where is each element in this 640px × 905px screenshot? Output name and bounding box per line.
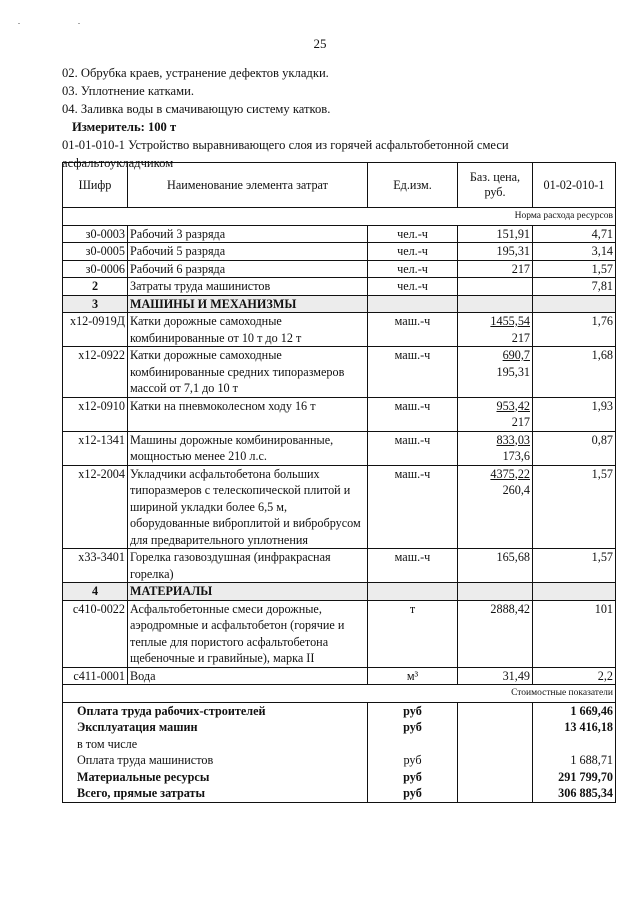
row-norm: 3,14	[533, 243, 616, 261]
total-value: 306 885,34	[533, 785, 616, 802]
subheader-cost: Стоимостные показатели	[63, 685, 616, 703]
row-unit: маш.-ч	[368, 465, 458, 549]
row-norm: 1,57	[533, 549, 616, 583]
header-price: Баз. цена, руб.	[458, 163, 533, 208]
norm-title: 01-01-010-1 Устройство выравнивающего слоя из горячей асфальтобетонной смеси асфальтоукладчиком	[62, 138, 509, 170]
intro-block	[62, 64, 602, 172]
row-unit: м³	[368, 667, 458, 685]
total-unit: руб	[368, 752, 458, 769]
price-operator: 217	[511, 415, 530, 429]
row-code: х12-2004	[63, 465, 128, 549]
section-empty-cell	[533, 583, 616, 601]
subheader-norm-row	[63, 208, 616, 226]
total-label: в том числе	[63, 736, 368, 753]
row-norm: 2,2	[533, 667, 616, 685]
total-value: 1 688,71	[533, 752, 616, 769]
row-unit: маш.-ч	[368, 347, 458, 398]
scan-marks: . .	[18, 17, 108, 26]
row-code: х12-0922	[63, 347, 128, 398]
row-unit: т	[368, 600, 458, 667]
total-unit	[368, 736, 458, 753]
row-price	[458, 313, 533, 347]
row-name: Вода	[128, 667, 368, 685]
row-price	[458, 278, 533, 296]
total-value: 13 416,18	[533, 719, 616, 736]
subheader-cost-row	[63, 685, 616, 703]
row-name: Катки на пневмоколесном ходу 16 т	[128, 397, 368, 431]
total-empty	[458, 752, 533, 769]
row-name: Рабочий 5 разряда	[128, 243, 368, 261]
measure-label: Измеритель: 100 т	[72, 120, 177, 134]
section-row-machines	[63, 295, 616, 313]
total-label: Оплата труда машинистов	[63, 752, 368, 769]
price-main: 833,03	[496, 432, 530, 447]
table-row	[63, 667, 616, 685]
row-norm: 7,81	[533, 278, 616, 296]
table-row	[63, 397, 616, 431]
row-unit: маш.-ч	[368, 549, 458, 583]
row-norm: 1,57	[533, 260, 616, 278]
price-operator: 195,31	[496, 364, 530, 379]
header-code: Шифр	[63, 163, 128, 208]
table-row	[63, 431, 616, 465]
total-unit: руб	[368, 785, 458, 802]
total-label: Эксплуатация машин	[63, 719, 368, 736]
price-main: 953,42	[496, 398, 530, 413]
row-code: х12-1341	[63, 431, 128, 465]
price-main: 690,7	[502, 348, 530, 362]
row-unit: маш.-ч	[368, 431, 458, 465]
row-name: Катки дорожные самоходные комбинированные от 10 т до 12 т	[128, 313, 368, 347]
row-name: Катки дорожные самоходные комбинированные средних типоразмеров массой от 7,1 до 10 т	[128, 347, 368, 398]
header-norm: 01-02-010-1	[533, 163, 616, 208]
intro-line-3: 04. Заливка воды в смачивающую систему катков.	[62, 102, 331, 116]
table-row	[63, 465, 616, 549]
row-price	[458, 347, 533, 398]
table-row	[63, 549, 616, 583]
total-empty	[458, 719, 533, 736]
section-code: 3	[63, 295, 128, 313]
total-value: 291 799,70	[533, 769, 616, 786]
table-row	[63, 225, 616, 243]
intro-line-2: 03. Уплотнение катками.	[62, 84, 194, 98]
section-title: МАТЕРИАЛЫ	[128, 583, 368, 601]
row-norm: 1,68	[533, 347, 616, 398]
row-price	[458, 465, 533, 549]
row-norm: 1,76	[533, 313, 616, 347]
row-code: з0-0006	[63, 260, 128, 278]
total-unit: руб	[368, 719, 458, 736]
row-name: Рабочий 3 разряда	[128, 225, 368, 243]
row-name: Рабочий 6 разряда	[128, 260, 368, 278]
row-code: с411-0001	[63, 667, 128, 685]
header-name: Наименование элемента затрат	[128, 163, 368, 208]
section-row-materials	[63, 583, 616, 601]
total-empty	[458, 769, 533, 786]
row-unit: маш.-ч	[368, 313, 458, 347]
row-price: 2888,42	[458, 600, 533, 667]
section-empty-cell	[368, 583, 458, 601]
total-unit: руб	[368, 702, 458, 719]
row-norm: 1,57	[533, 465, 616, 549]
price-main: 1455,54	[490, 314, 530, 328]
total-value	[533, 736, 616, 753]
row-price: 151,91	[458, 225, 533, 243]
total-empty	[458, 785, 533, 802]
row-price: 31,49	[458, 667, 533, 685]
cost-table	[62, 162, 616, 803]
row-name: Горелка газовоздушная (инфракрасная горелка)	[128, 549, 368, 583]
totals-row	[63, 769, 616, 786]
row-norm: 1,93	[533, 397, 616, 431]
row-unit: чел.-ч	[368, 243, 458, 261]
row-price	[458, 431, 533, 465]
section-empty-cell	[368, 295, 458, 313]
intro-line-1: 02. Обрубка краев, устранение дефектов укладки.	[62, 66, 329, 80]
row-unit: чел.-ч	[368, 225, 458, 243]
row-unit: чел.-ч	[368, 260, 458, 278]
row-price: 195,31	[458, 243, 533, 261]
header-unit: Ед.изм.	[368, 163, 458, 208]
section-code: 4	[63, 583, 128, 601]
row-code: 2	[63, 278, 128, 296]
row-code: х12-0919Д	[63, 313, 128, 347]
row-price	[458, 397, 533, 431]
total-label: Оплата труда рабочих-строителей	[63, 702, 368, 719]
total-empty	[458, 702, 533, 719]
table-row	[63, 313, 616, 347]
row-code: с410-0022	[63, 600, 128, 667]
table-row	[63, 243, 616, 261]
table-row-section-2	[63, 278, 616, 296]
row-code: х12-0910	[63, 397, 128, 431]
totals-row	[63, 702, 616, 719]
row-unit: маш.-ч	[368, 397, 458, 431]
section-empty-cell	[458, 583, 533, 601]
row-code: з0-0003	[63, 225, 128, 243]
row-name: Укладчики асфальтобетона больших типоразмеров с телескопической плитой и шириной укладки более 6,5 м, оборудованные виброплитой и вибробрусом для предварительного уплотнения	[128, 465, 368, 549]
row-code: х33-3401	[63, 549, 128, 583]
price-main: 4375,22	[490, 466, 530, 481]
row-name: Затраты труда машинистов	[128, 278, 368, 296]
row-name: Асфальтобетонные смеси дорожные, аэродромные и асфальтобетон (горячие и теплые для пористого асфальтобетона щебеночные и гравийные), марка II	[128, 600, 368, 667]
table-header	[63, 163, 616, 208]
row-price: 217	[458, 260, 533, 278]
totals-row	[63, 785, 616, 802]
section-title: МАШИНЫ И МЕХАНИЗМЫ	[128, 295, 368, 313]
row-code: з0-0005	[63, 243, 128, 261]
totals-row	[63, 736, 616, 753]
total-label: Материальные ресурсы	[63, 769, 368, 786]
table-row	[63, 347, 616, 398]
row-price: 165,68	[458, 549, 533, 583]
section-empty-cell	[533, 295, 616, 313]
price-operator: 217	[511, 330, 530, 345]
row-norm: 0,87	[533, 431, 616, 465]
totals-row	[63, 752, 616, 769]
totals-row	[63, 719, 616, 736]
table-row	[63, 260, 616, 278]
total-unit: руб	[368, 769, 458, 786]
row-norm: 4,71	[533, 225, 616, 243]
total-value: 1 669,46	[533, 702, 616, 719]
total-label: Всего, прямые затраты	[63, 785, 368, 802]
row-norm: 101	[533, 600, 616, 667]
page-number: 25	[313, 36, 327, 51]
row-name: Машины дорожные комбинированные, мощностью менее 210 л.с.	[128, 431, 368, 465]
table-row	[63, 600, 616, 667]
row-unit: чел.-ч	[368, 278, 458, 296]
price-operator: 260,4	[502, 483, 530, 497]
section-empty-cell	[458, 295, 533, 313]
price-operator: 173,6	[502, 449, 530, 463]
subheader-norm: Норма расхода ресурсов	[63, 208, 616, 226]
total-empty	[458, 736, 533, 753]
